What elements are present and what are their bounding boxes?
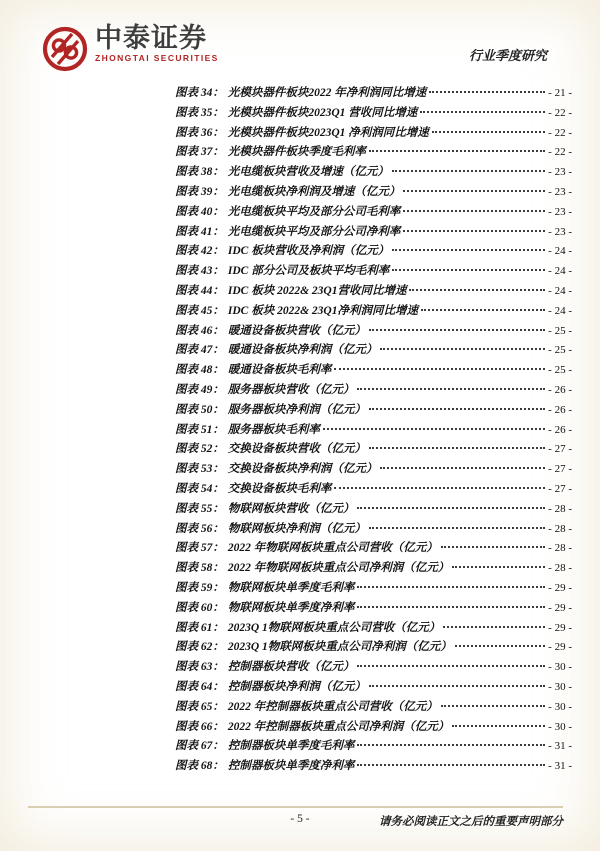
toc-entry-title: IDC 部分公司及板块平均毛利率 <box>227 265 390 278</box>
toc-entry-title: 暖通设备板块营收（亿元） <box>227 324 366 337</box>
toc-row[interactable] <box>175 658 572 678</box>
toc-page-number: - 24 - <box>548 284 572 297</box>
toc-dot-leader <box>403 230 545 232</box>
toc-dot-leader <box>369 329 545 331</box>
toc-entry-label: 图表 46： <box>175 324 224 337</box>
toc-dot-leader <box>420 111 545 113</box>
toc-row[interactable] <box>175 678 572 698</box>
toc-page-number: - 28 - <box>548 542 572 555</box>
toc-row[interactable] <box>175 638 572 658</box>
toc-entry-title: 光电缆板块平均及部分公司净利率 <box>227 225 401 238</box>
brand-name-en: ZHONGTAI SECURITIES <box>95 53 219 63</box>
toc-entry-title: 暖通设备板块净利润（亿元） <box>227 344 378 357</box>
toc-entry-label: 图表 61： <box>175 621 224 634</box>
toc-entry-label: 图表 59： <box>175 581 224 594</box>
toc-entry-title: IDC 板块营收及净利润（亿元） <box>227 245 390 258</box>
toc-page-number: - 26 - <box>548 423 572 436</box>
toc-row[interactable] <box>175 579 572 599</box>
toc-entry-title: 服务器板块营收（亿元） <box>227 383 355 396</box>
toc-entry-title: 交换设备板块营收（亿元） <box>227 443 366 456</box>
toc-page-number: - 24 - <box>548 265 572 278</box>
toc-row[interactable] <box>175 163 572 183</box>
toc-entry-label: 图表 68： <box>175 760 224 773</box>
toc-entry-label: 图表 63： <box>175 661 224 674</box>
toc-row[interactable] <box>175 440 572 460</box>
toc-page-number: - 30 - <box>548 680 572 693</box>
toc-dot-leader <box>357 606 545 608</box>
toc-entry-title: 交换设备板块净利润（亿元） <box>227 463 378 476</box>
toc-entry-title: IDC 板块 2022& 23Q1营收同比增速 <box>227 284 407 297</box>
toc-entry-title: IDC 板块 2022& 23Q1净利润同比增速 <box>227 304 418 317</box>
toc-dot-leader <box>369 527 545 529</box>
header-logo <box>42 24 219 72</box>
toc-row[interactable] <box>175 718 572 738</box>
toc-row[interactable] <box>175 104 572 124</box>
toc-entry-title: 光模块器件板块2023Q1 净利润同比增速 <box>227 126 429 139</box>
toc-page-number: - 29 - <box>548 581 572 594</box>
toc-page-number: - 30 - <box>548 700 572 713</box>
toc-row[interactable] <box>175 539 572 559</box>
toc-entry-label: 图表 51： <box>175 423 224 436</box>
toc-dot-leader <box>392 269 545 271</box>
toc-row[interactable] <box>175 599 572 619</box>
footer-divider <box>28 806 563 808</box>
toc-entry-label: 图表 65： <box>175 700 224 713</box>
toc-row[interactable] <box>175 698 572 718</box>
toc-entry-label: 图表 53： <box>175 463 224 476</box>
toc-entry-title: 物联网板块单季度净利率 <box>227 601 355 614</box>
toc-entry-label: 图表 62： <box>175 641 224 654</box>
toc-dot-leader <box>369 447 545 449</box>
toc-entry-label: 图表 36： <box>175 126 224 139</box>
toc-dot-leader <box>369 685 545 687</box>
toc-entry-title: 光模块器件板块2023Q1 营收同比增速 <box>227 106 418 119</box>
toc-entry-label: 图表 45： <box>175 304 224 317</box>
toc-entry-title: 物联网板块单季度毛利率 <box>227 581 355 594</box>
toc-entry-label: 图表 58： <box>175 562 224 575</box>
toc-dot-leader <box>357 388 545 390</box>
toc-dot-leader <box>357 507 545 509</box>
toc-page-number: - 25 - <box>548 324 572 337</box>
toc-dot-leader <box>455 645 545 647</box>
toc-entry-label: 图表 67： <box>175 740 224 753</box>
toc-entry-title: 服务器板块毛利率 <box>227 423 320 436</box>
toc-page-number: - 29 - <box>548 641 572 654</box>
toc-page-number: - 25 - <box>548 364 572 377</box>
toc-dot-leader <box>403 210 545 212</box>
toc-entry-label: 图表 35： <box>175 106 224 119</box>
toc-entry-label: 图表 42： <box>175 245 224 258</box>
toc-dot-leader <box>323 428 545 430</box>
toc-row[interactable] <box>175 619 572 639</box>
toc-page-number: - 28 - <box>548 522 572 535</box>
toc-dot-leader <box>392 249 545 251</box>
toc-row[interactable] <box>175 282 572 302</box>
toc-row[interactable] <box>175 421 572 441</box>
toc-dot-leader <box>452 566 545 568</box>
toc-page-number: - 29 - <box>548 601 572 614</box>
toc-page-number: - 23 - <box>548 225 572 238</box>
toc-entry-title: 控制器板块营收（亿元） <box>227 661 355 674</box>
toc-entry-title: 2022 年控制器板块重点公司营收（亿元） <box>227 700 438 713</box>
toc-row[interactable] <box>175 737 572 757</box>
toc-list <box>175 84 572 777</box>
toc-page-number: - 30 - <box>548 720 572 733</box>
toc-row[interactable] <box>175 500 572 520</box>
toc-row[interactable] <box>175 460 572 480</box>
toc-row[interactable] <box>175 203 572 223</box>
toc-entry-label: 图表 39： <box>175 185 224 198</box>
toc-entry-label: 图表 50： <box>175 403 224 416</box>
toc-dot-leader <box>369 408 545 410</box>
toc-entry-title: 服务器板块净利润（亿元） <box>227 403 366 416</box>
toc-entry-label: 图表 44： <box>175 284 224 297</box>
footer-disclaimer: 请务必阅读正文之后的重要声明部分 <box>379 816 563 828</box>
toc-entry-title: 交换设备板块毛利率 <box>227 482 332 495</box>
toc-entry-label: 图表 40： <box>175 205 224 218</box>
toc-entry-title: 光模块器件板块2022 年净利润同比增速 <box>227 87 427 99</box>
toc-dot-leader <box>443 626 545 628</box>
toc-entry-label: 图表 54： <box>175 482 224 495</box>
toc-entry-label: 图表 60： <box>175 601 224 614</box>
toc-entry-title: 光电缆板块营收及增速（亿元） <box>227 166 389 179</box>
toc-page-number: - 27 - <box>548 482 572 495</box>
toc-entry-label: 图表 49： <box>175 383 224 396</box>
toc-page-number: - 28 - <box>548 502 572 515</box>
toc-entry-title: 2023Q 1物联网板块重点公司净利润（亿元） <box>227 641 452 654</box>
toc-dot-leader <box>441 546 545 548</box>
toc-entry-title: 2023Q 1物联网板块重点公司营收（亿元） <box>227 621 441 634</box>
toc-page-number: - 27 - <box>548 443 572 456</box>
brand-text-block <box>95 24 219 63</box>
toc-dot-leader <box>441 705 545 707</box>
toc-page-number: - 29 - <box>548 621 572 634</box>
toc-page-number: - 24 - <box>548 245 572 258</box>
toc-entry-title: 控制器板块净利润（亿元） <box>227 680 366 693</box>
toc-page-number: - 30 - <box>548 661 572 674</box>
toc-page-number: - 23 - <box>548 166 572 179</box>
toc-dot-leader <box>357 665 545 667</box>
toc-dot-leader <box>392 170 545 172</box>
toc-dot-leader <box>380 467 545 469</box>
toc-row[interactable] <box>175 223 572 243</box>
toc-row[interactable] <box>175 322 572 342</box>
zhongtai-emblem-icon <box>42 26 88 72</box>
toc-row[interactable] <box>175 757 572 777</box>
toc-entry-title: 物联网板块营收（亿元） <box>227 502 355 515</box>
toc-dot-leader <box>429 91 545 93</box>
toc-dot-leader <box>334 487 545 489</box>
toc-dot-leader <box>369 150 545 152</box>
toc-entry-label: 图表 48： <box>175 364 224 377</box>
toc-row[interactable] <box>175 520 572 540</box>
toc-dot-leader <box>357 764 545 766</box>
toc-entry-title: 2022 年控制器板块重点公司净利润（亿元） <box>227 720 450 733</box>
toc-page-number: - 25 - <box>548 344 572 357</box>
toc-entry-title: 暖通设备板块毛利率 <box>227 364 332 377</box>
toc-entry-label: 图表 57： <box>175 542 224 555</box>
toc-entry-title: 光电缆板块净利润及增速（亿元） <box>227 185 401 198</box>
toc-row[interactable] <box>175 341 572 361</box>
toc-row[interactable] <box>175 480 572 500</box>
toc-page-number: - 26 - <box>548 403 572 416</box>
toc-entry-title: 光模块器件板块季度毛利率 <box>227 146 366 159</box>
toc-row[interactable] <box>175 242 572 262</box>
toc-entry-title: 光电缆板块平均及部分公司毛利率 <box>227 205 401 218</box>
toc-page-number: - 26 - <box>548 383 572 396</box>
toc-row[interactable] <box>175 84 572 104</box>
report-type-label: 行业季度研究 <box>468 48 547 63</box>
toc-page-number: - 24 - <box>548 304 572 317</box>
toc-page-number: - 22 - <box>548 126 572 139</box>
toc-entry-label: 图表 55： <box>175 502 224 515</box>
toc-dot-leader <box>334 368 545 370</box>
toc-dot-leader <box>403 190 545 192</box>
toc-dot-leader <box>432 131 545 133</box>
toc-page-number: - 31 - <box>548 740 572 753</box>
toc-entry-label: 图表 47： <box>175 344 224 357</box>
toc-entry-label: 图表 34： <box>175 87 224 99</box>
toc-page-number: - 23 - <box>548 185 572 198</box>
brand-name-cn: 中泰证券 <box>95 23 207 53</box>
toc-row[interactable] <box>175 381 572 401</box>
toc-entry-label: 图表 43： <box>175 265 224 278</box>
toc-dot-leader <box>380 348 545 350</box>
toc-row[interactable] <box>175 124 572 144</box>
toc-row[interactable] <box>175 559 572 579</box>
toc-page-number: - 22 - <box>548 106 572 119</box>
toc-entry-label: 图表 56： <box>175 522 224 535</box>
toc-entry-label: 图表 38： <box>175 166 224 179</box>
toc-dot-leader <box>357 586 545 588</box>
toc-entry-title: 控制器板块单季度毛利率 <box>227 740 355 753</box>
toc-entry-title: 控制器板块单季度净利率 <box>227 760 355 773</box>
toc-entry-title: 2022 年物联网板块重点公司净利润（亿元） <box>227 562 450 575</box>
toc-row[interactable] <box>175 143 572 163</box>
toc-entry-title: 2022 年物联网板块重点公司营收（亿元） <box>227 542 438 555</box>
toc-entry-label: 图表 41： <box>175 225 224 238</box>
toc-entry-label: 图表 64： <box>175 680 224 693</box>
toc-page-number: - 23 - <box>548 205 572 218</box>
toc-row[interactable] <box>175 262 572 282</box>
toc-row[interactable] <box>175 401 572 421</box>
toc-page-number: - 31 - <box>548 760 572 773</box>
toc-dot-leader <box>452 725 545 727</box>
toc-page-number: - 22 - <box>548 146 572 159</box>
toc-entry-title: 物联网板块净利润（亿元） <box>227 522 366 535</box>
toc-entry-label: 图表 37： <box>175 146 224 159</box>
toc-dot-leader <box>421 309 545 311</box>
toc-page-number: - 28 - <box>548 562 572 575</box>
toc-page-number: - 21 - <box>548 87 572 99</box>
toc-dot-leader <box>357 744 545 746</box>
toc-entry-label: 图表 66： <box>175 720 224 733</box>
toc-row[interactable] <box>175 361 572 381</box>
toc-row[interactable] <box>175 183 572 203</box>
toc-row[interactable] <box>175 302 572 322</box>
toc-dot-leader <box>409 289 545 291</box>
toc-page-number: - 27 - <box>548 463 572 476</box>
toc-entry-label: 图表 52： <box>175 443 224 456</box>
footer-page-number: - 5 - <box>290 813 310 825</box>
